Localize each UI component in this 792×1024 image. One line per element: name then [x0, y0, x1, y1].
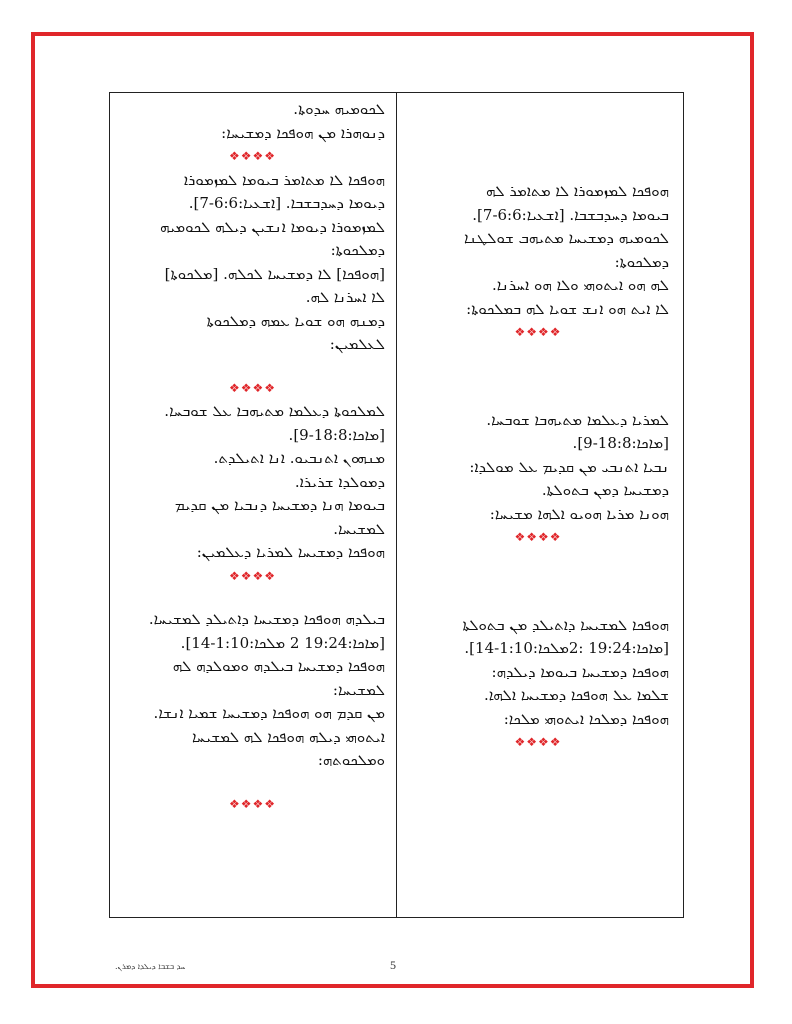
- right-column: [407, 180, 669, 755]
- text-line: ܕܡܢܗ ܗܘ ܫܘܝܐ ܥܡܗ ܕܡܠܟܘܬܐ: [206, 311, 385, 330]
- text-line: ܠܡܪܝܐ ܕܥܠܡܐ ܡܬܝܗܒܐ ܫܘܒܚܐ.: [486, 410, 669, 429]
- text-line: ܡܢ ܩܕܡ ܗܘ ܗܘܦܟܐ ܕܡܫܝܚܐ ܫܡܝܐ ܐܢܫܐ.: [153, 704, 385, 722]
- text-line: ܠܡܫܝܚܐ:: [332, 680, 385, 699]
- text-line: ܗܘܦܟܐ ܠܡܫܝܚܐ ܕܐܬܝܠܕ ܡܢ ܒܬܘܠܬܐ: [462, 615, 669, 634]
- ornament-separator: ❖❖❖❖: [228, 380, 277, 395]
- ornament-separator: ❖❖❖❖: [228, 796, 277, 811]
- ornament-separator: ❖❖❖❖: [228, 568, 277, 583]
- text-line: ܗܘܦܟܐ ܕܡܠܟܐ ܐܝܬܘܗܝ ܡܠܟܐ:: [503, 709, 669, 728]
- text-line: ܠܡܠܟܘܬܐ ܕܥܠܡܐ ܡܬܝܗܒܐ ܥܠ ܫܘܒܚܐ.: [164, 402, 385, 420]
- text-line: ܠܡܙܡܘܪܐ ܕܝܘܡܐ ܐܢܫܝܢ ܕܝܠܗ ܠܟܘܡܝܗ: [160, 217, 385, 236]
- ornament-separator: ❖❖❖❖: [514, 735, 562, 749]
- text-line: ܫܠܡܐ ܥܠ ܗܘܦܟܐ ܕܡܫܝܚܐ ܐܠܗܐ.: [483, 686, 669, 704]
- text-line: ܘܡܠܟܘܬܗ:: [317, 751, 385, 769]
- text-line: ܗܘܦܟܐ ܠܡܙܡܘܪܐ ܠܐ ܡܬܐܡܪ ܠܗ: [485, 182, 669, 200]
- text-line: ܕܡܠܟܘܬܐ:: [614, 252, 669, 271]
- text-line: ܠܗ ܗܘ ܐܝܬܘܗܝ ܘܠܐ ܗܘ ܐܚܪܢܐ.: [491, 276, 669, 294]
- text-line: ܠܟܘܡܝܗ ܚܕܘܬܐ.: [293, 100, 385, 118]
- text-line: [ܡܐܟܐ:18:8-9].: [572, 434, 669, 452]
- text-line: ܕܡܫܝܚܐ ܕܡܢ ܒܬܘܠܬܐ.: [541, 481, 669, 499]
- text-line: [ܡܐܟܐ:19:24 2 ܡܠܟܐ:1:10-14].: [180, 633, 385, 652]
- text-line: ܗܘܦܟܐ ܕܡܫܝܚܐ ܒܝܘܡܐ ܕܝܠܕܗ:: [491, 662, 669, 681]
- text-line: ܕܝܘܡܐ ܕܚܕܒܫܒܐ. [ܐܫܥܝܐ:6:6-7].: [188, 194, 385, 212]
- text-line: ܕܡܠܟܘܬܐ:: [330, 241, 385, 259]
- text-line: ܠܥܠܡܝܢ:: [329, 335, 385, 353]
- page-number: 5: [390, 958, 396, 972]
- text-line: ܗܘܢܐ ܡܪܝܐ ܗܘܝܘ ܐܠܗܐ ܡܫܝܚܐ:: [489, 504, 669, 523]
- text-line: ܠܐ ܐܝܬ ܗܘ ܐܢܫ ܫܘܝܐ ܠܗ ܒܡܠܟܘܬܐ:: [466, 299, 669, 318]
- column-divider: [396, 92, 397, 918]
- text-line: ܒܝܘܡܐ ܕܚܕܒܫܒܐ. [ܐܫܥܝܐ:6:6-7].: [472, 205, 669, 224]
- text-line: ܗܘܦܟܐ ܕܡܫܝܚܐ ܠܡܪܝܐ ܕܥܠܡܝܢ:: [196, 543, 385, 561]
- ornament-separator: ❖❖❖❖: [514, 530, 562, 544]
- ornament-separator: ❖❖❖❖: [228, 149, 277, 163]
- footer-title: ܚܕ ܒܫܒܐ ܕܝܠܕܐ ܕܡܪܢ.: [115, 962, 186, 971]
- text-line: ܗܘܦܟܐ ܠܐ ܡܬܐܡܪ ܒܝܘܡܐ ܠܡܙܡܘܪܐ: [183, 170, 385, 189]
- text-line: ܒܝܘܡܐ ܗܢܐ ܕܡܫܝܚܐ ܕܢܒܝܐ ܡܢ ܩܕܝܡ: [174, 496, 385, 514]
- text-line: [ܗܘܦܟܐ] ܠܐ ܕܡܫܝܚܐ ܠܟܠܗ. [ܡܠܟܘܬܐ]: [164, 264, 385, 283]
- text-line: ܕܡܘܠܕܐ ܫܪܝܪܐ.: [294, 472, 385, 491]
- text-line: ܒܝܠܕܗ ܗܘܦܟܐ ܕܡܫܝܚܐ ܕܐܬܝܠܕ ܠܡܫܝܚܐ.: [148, 610, 385, 628]
- left-column: [120, 98, 385, 816]
- text-line: [ܡܐܟܐ:19:24 :2ܡܠܟܐ:1:10-14].: [464, 639, 669, 657]
- text-line: ܕܢܘܗܪܐ ܡܢ ܗܘܦܟܐ ܕܡܫܝܚܐ:: [221, 123, 385, 142]
- text-line: ܠܡܫܝܚܐ.: [333, 519, 385, 538]
- ornament-separator: ❖❖❖❖: [514, 325, 562, 339]
- text-line: ܐܝܬܘܗܝ ܕܝܠܗ ܗܘܦܟܐ ܠܗ ܠܡܫܝܚܐ: [192, 727, 385, 746]
- text-line: ܢܒܝܐ ܐܬܢܒܝ ܡܢ ܩܕܝܡ ܥܠ ܡܘܠܕܐ:: [469, 457, 669, 476]
- text-line: ܠܟܘܡܝܗ ܕܡܫܝܚܐ ܡܬܝܗܒ ܫܘܠܛܢܐ: [463, 229, 669, 247]
- text-line: ܠܐ ܐܚܪܢܐ ܠܗ.: [305, 288, 385, 306]
- text-line: [ܡܐܟܐ:18:8-9].: [288, 425, 385, 444]
- text-line: ܡܢܗܘܢ ܐܬܢܒܝܘ. ܐܢܐ ܐܬܝܠܕܬ.: [213, 449, 385, 467]
- text-line: ܗܘܦܟܐ ܕܡܫܝܚܐ ܒܝܠܕܗ ܘܡܘܠܕܗ ܠܗ: [172, 657, 385, 675]
